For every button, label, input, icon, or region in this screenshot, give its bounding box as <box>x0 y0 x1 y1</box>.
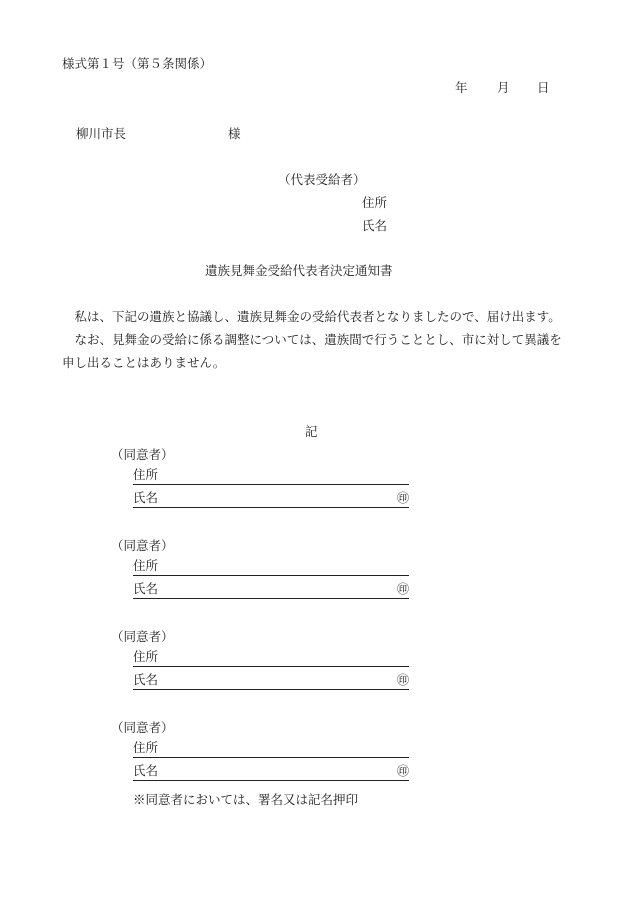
body-paragraph-1: 私は、下記の遺族と協議し、遺族見舞金の受給代表者となりましたので、届け出ます。 <box>74 309 561 324</box>
consenter-name-field[interactable] <box>133 582 409 599</box>
name-label: 氏名 <box>133 763 159 778</box>
form-number: 様式第１号（第５条関係） <box>62 56 213 71</box>
consenter-address-field[interactable] <box>133 468 409 485</box>
name-label: 氏名 <box>133 490 159 505</box>
consenter-name-field[interactable] <box>133 764 409 781</box>
seal-icon: ㊞ <box>396 491 409 505</box>
date-day-label: 日 <box>537 80 550 95</box>
consenter-address-field[interactable] <box>133 559 409 576</box>
representative-address-label: 住所 <box>362 195 388 210</box>
representative-name-label: 氏名 <box>362 218 388 233</box>
addressee-name: 柳川市長 <box>76 126 127 141</box>
seal-icon: ㊞ <box>396 673 409 687</box>
date-month-label: 月 <box>497 80 510 95</box>
representative-heading: （代表受給者） <box>278 172 366 187</box>
addressee-honorific: 様 <box>228 126 241 141</box>
seal-icon: ㊞ <box>396 764 409 778</box>
consenter-heading: （同意者） <box>111 720 174 735</box>
address-label: 住所 <box>133 649 159 664</box>
consenter-heading: （同意者） <box>111 447 174 462</box>
consenter-name-field[interactable] <box>133 491 409 508</box>
name-label: 氏名 <box>133 581 159 596</box>
consenter-address-field[interactable] <box>133 650 409 667</box>
address-label: 住所 <box>133 740 159 755</box>
seal-icon: ㊞ <box>396 582 409 596</box>
consenter-heading: （同意者） <box>111 629 174 644</box>
record-mark: 記 <box>305 424 318 439</box>
document-title: 遺族見舞金受給代表者決定通知書 <box>205 263 393 278</box>
date-year-label: 年 <box>455 80 468 95</box>
consenter-note: ※同意者においては、署名又は記名押印 <box>133 792 359 807</box>
consenter-address-field[interactable] <box>133 741 409 758</box>
consenter-heading: （同意者） <box>111 538 174 553</box>
address-label: 住所 <box>133 558 159 573</box>
consenter-name-field[interactable] <box>133 673 409 690</box>
body-text <box>62 305 562 374</box>
name-label: 氏名 <box>133 672 159 687</box>
body-paragraph-2: なお、見舞金の受給に係る調整については、遺族間で行うこととし、市に対して異議を申し出ることはありません。 <box>62 332 562 370</box>
address-label: 住所 <box>133 467 159 482</box>
